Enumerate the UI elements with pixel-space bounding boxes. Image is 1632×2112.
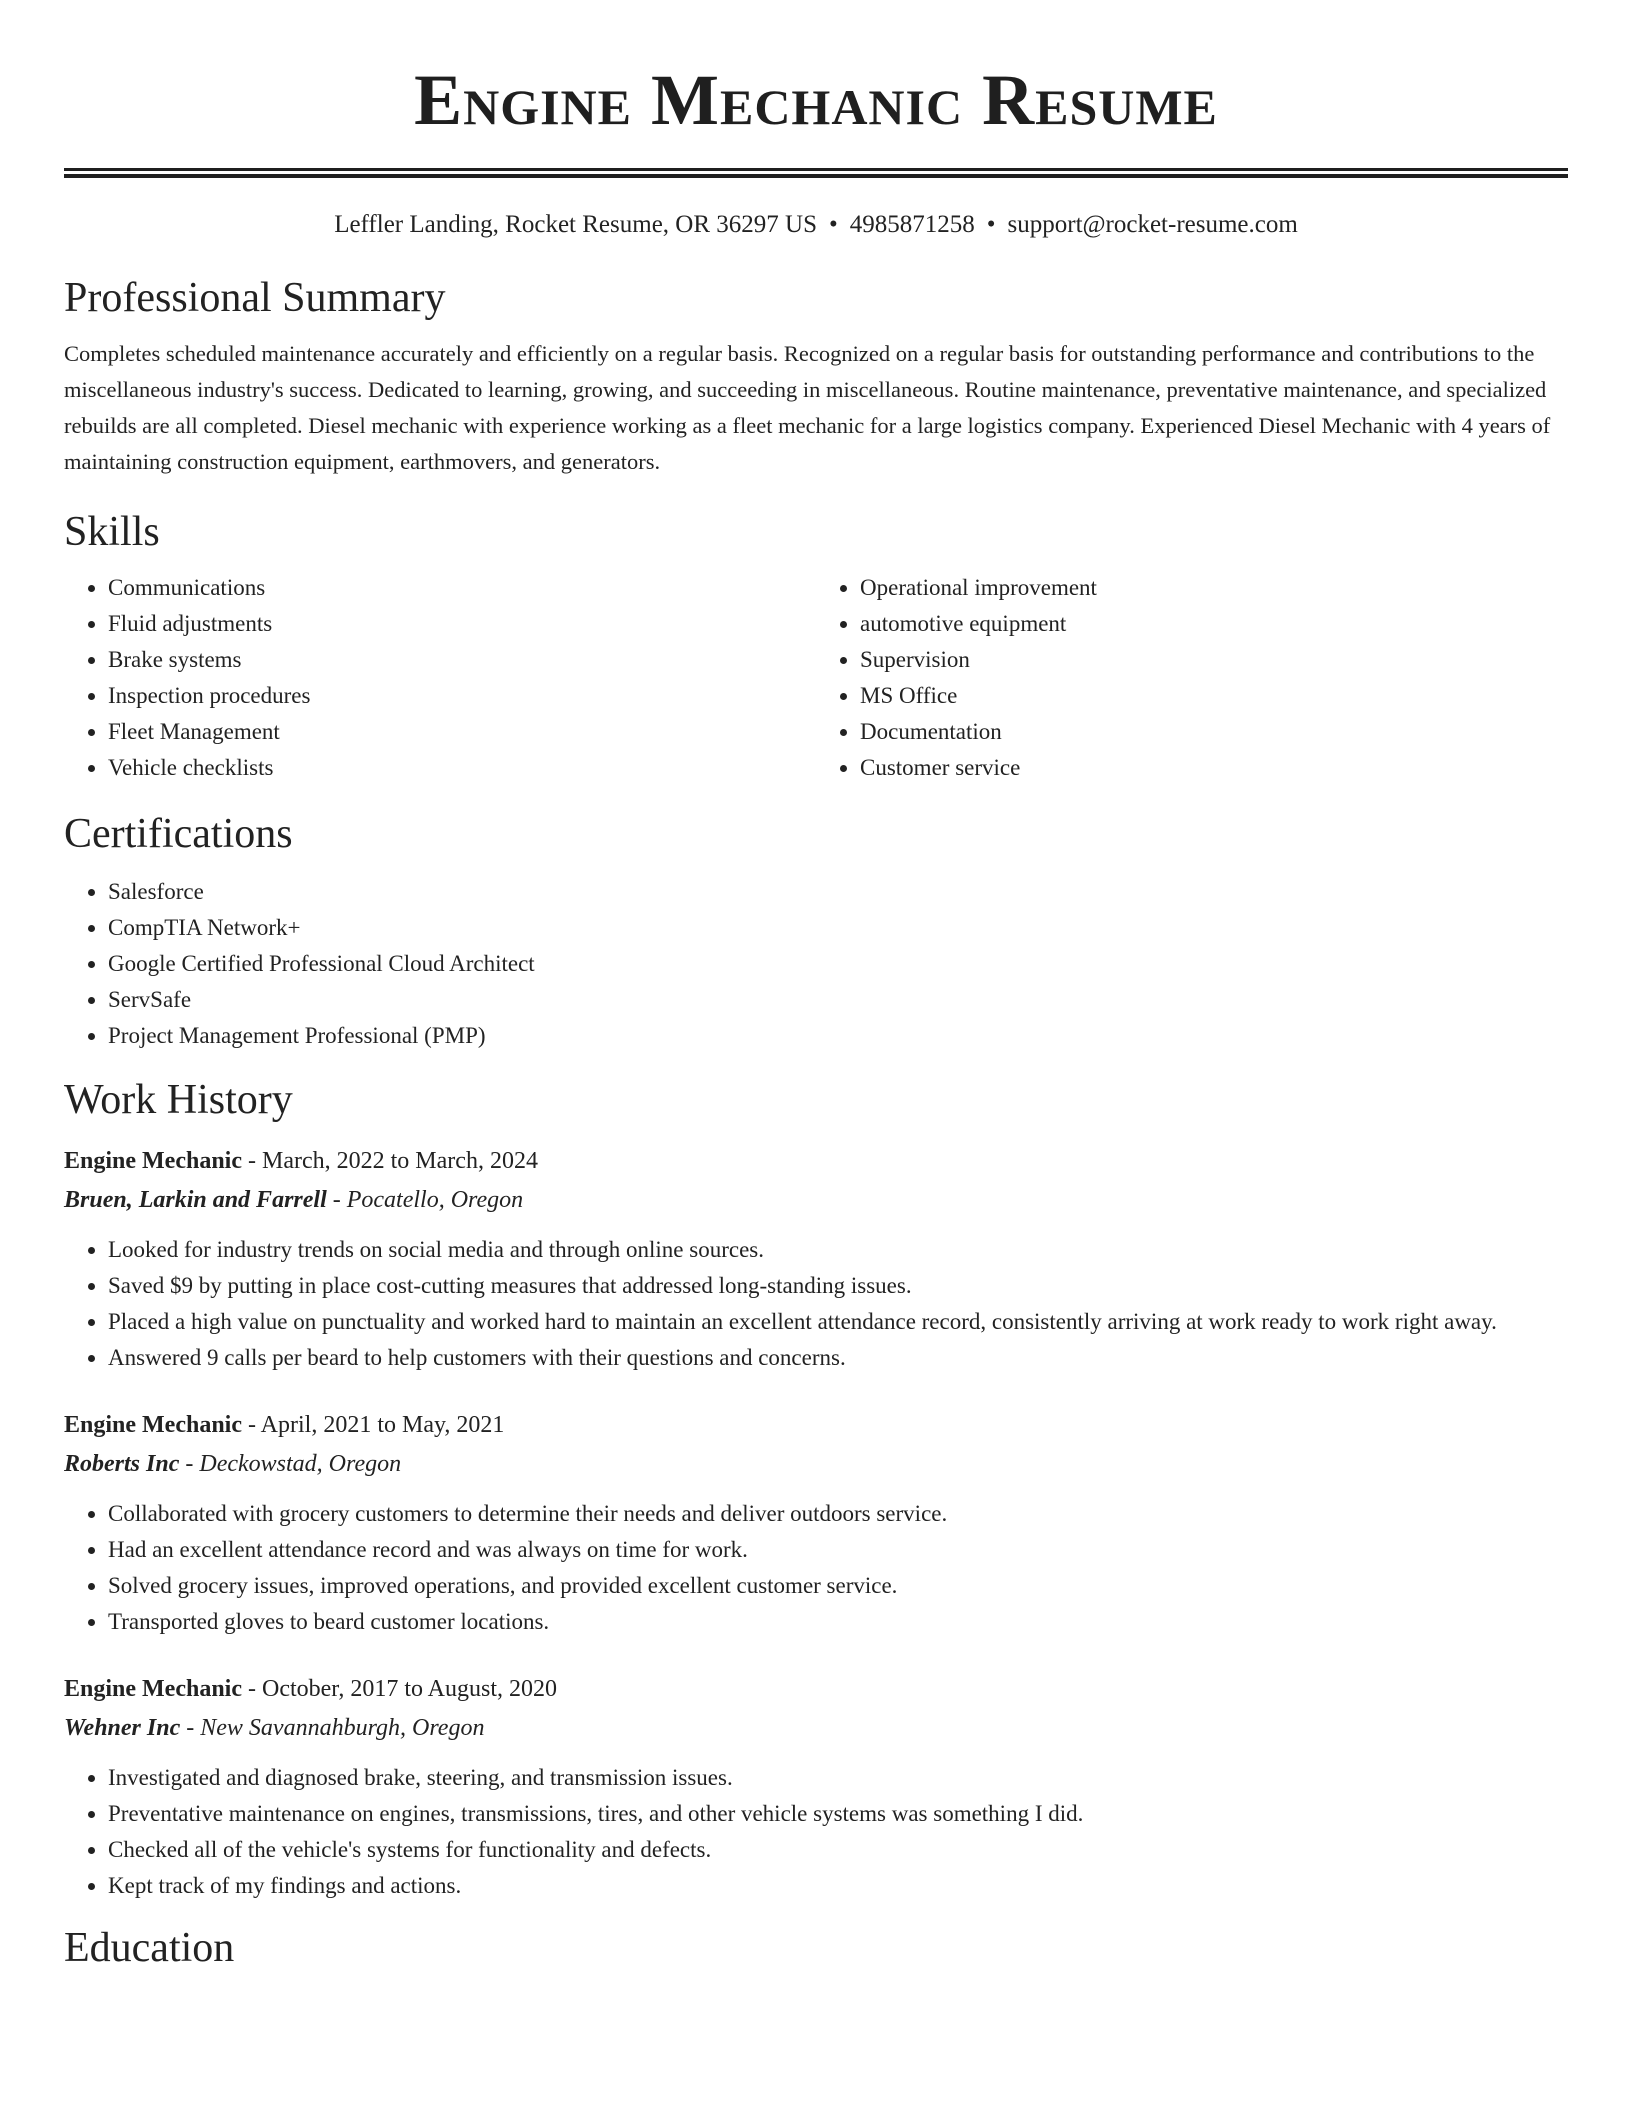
certification-item: • CompTIA Network+ [108, 910, 1568, 946]
job-bullet: • Investigated and diagnosed brake, steering, and transmission issues. [108, 1760, 1568, 1796]
contact-separator: • [986, 211, 996, 238]
certifications-list [64, 874, 1568, 1054]
job-title-line: Engine Mechanic - March, 2022 to March, 2024 [64, 1148, 538, 1174]
job-bullet: • Looked for industry trends on social media and through online sources. [108, 1232, 1568, 1268]
resume-title: Engine Mechanic Resume [414, 60, 1218, 140]
job-title-line: Engine Mechanic - October, 2017 to August, 2020 [64, 1676, 558, 1702]
contact-email[interactable]: support@rocket-resume.com [1007, 211, 1298, 238]
job-company-line: Wehner Inc - New Savannahburgh, Oregon [64, 1715, 485, 1741]
job-title: Engine Mechanic [64, 1148, 242, 1174]
job-dates: March, 2022 to March, 2024 [262, 1148, 538, 1174]
skill-item: • Fleet Management [108, 714, 816, 750]
job-bullet: • Transported gloves to beard customer locations. [108, 1604, 1568, 1640]
job-company-line: Bruen, Larkin and Farrell - Pocatello, Oregon [64, 1187, 524, 1213]
skills-right-list [816, 570, 1568, 786]
job-bullet: • Kept track of my findings and actions. [108, 1868, 1568, 1904]
job-bullet: • Solved grocery issues, improved operations, and provided excellent customer service. [108, 1568, 1568, 1604]
job-dates: April, 2021 to May, 2021 [260, 1412, 505, 1438]
job-company: Bruen, Larkin and Farrell [64, 1187, 327, 1213]
job-bullet: • Collaborated with grocery customers to determine their needs and deliver outdoors service. [108, 1496, 1568, 1532]
skill-item: • Communications [108, 570, 816, 606]
summary-heading: Professional Summary [64, 275, 446, 321]
job-dates: October, 2017 to August, 2020 [262, 1676, 558, 1702]
work-history-heading: Work History [64, 1077, 293, 1123]
skill-item: • Documentation [860, 714, 1568, 750]
job-company: Wehner Inc [64, 1715, 181, 1741]
job-title: Engine Mechanic [64, 1412, 242, 1438]
job-entry [64, 1670, 1568, 1904]
job-title: Engine Mechanic [64, 1676, 242, 1702]
certifications-heading: Certifications [64, 811, 293, 857]
job-entry [64, 1406, 1568, 1640]
certification-item: • ServSafe [108, 982, 1568, 1018]
skill-item: • Vehicle checklists [108, 750, 816, 786]
job-location: New Savannahburgh, Oregon [200, 1715, 485, 1741]
contact-separator: • [828, 211, 838, 238]
skill-item: • Operational improvement [860, 570, 1568, 606]
skill-item: • Supervision [860, 642, 1568, 678]
certification-item: • Project Management Professional (PMP) [108, 1018, 1568, 1054]
skill-item: • MS Office [860, 678, 1568, 714]
title-divider [64, 168, 1568, 178]
job-bullet: • Checked all of the vehicle's systems for functionality and defects. [108, 1832, 1568, 1868]
job-bullets [64, 1760, 1568, 1904]
skill-item: • automotive equipment [860, 606, 1568, 642]
job-bullet: • Had an excellent attendance record and was always on time for work. [108, 1532, 1568, 1568]
education-heading: Education [64, 1925, 235, 1971]
job-bullets [64, 1232, 1568, 1376]
skills-columns [64, 570, 1568, 786]
skills-left-list [64, 570, 816, 786]
contact-address: Leffler Landing, Rocket Resume, OR 36297 US [334, 211, 817, 238]
skill-item: • Fluid adjustments [108, 606, 816, 642]
skill-item: • Brake systems [108, 642, 816, 678]
job-bullet: • Placed a high value on punctuality and worked hard to maintain an excellent attendance record, consistently arriving at work ready to work right away. [108, 1304, 1568, 1340]
contact-phone: 4985871258 [849, 211, 975, 238]
job-company: Roberts Inc [64, 1451, 180, 1477]
job-bullets [64, 1496, 1568, 1640]
job-bullet: • Saved $9 by putting in place cost-cutting measures that addressed long-standing issues. [108, 1268, 1568, 1304]
skill-item: • Inspection procedures [108, 678, 816, 714]
contact-line [64, 208, 1568, 242]
job-location: Pocatello, Oregon [346, 1187, 524, 1213]
job-title-line: Engine Mechanic - April, 2021 to May, 2021 [64, 1412, 505, 1438]
job-location: Deckowstad, Oregon [199, 1451, 402, 1477]
skill-item: • Customer service [860, 750, 1568, 786]
summary-text: Completes scheduled maintenance accurately and efficiently on a regular basis. Recognized on a regular basis for outstanding performance and contributions to the miscellaneous industry's success. Dedicated to learning, growing, and succeeding in miscellaneous. Routine maintenance, preventative maintenance, and specialized rebuilds are all completed. Diesel mechanic with experience working as a fleet mechanic for a large logistics company. Experienced Diesel Mechanic with 4 years of maintaining construction equipment, earthmovers, and generators. [64, 341, 1551, 474]
job-bullet: • Preventative maintenance on engines, transmissions, tires, and other vehicle systems was something I did. [108, 1796, 1568, 1832]
job-entry [64, 1142, 1568, 1376]
skills-heading: Skills [64, 509, 160, 555]
certification-item: • Salesforce [108, 874, 1568, 910]
job-bullet: • Answered 9 calls per beard to help customers with their questions and concerns. [108, 1340, 1568, 1376]
job-company-line: Roberts Inc - Deckowstad, Oregon [64, 1451, 402, 1477]
certification-item: • Google Certified Professional Cloud Architect [108, 946, 1568, 982]
